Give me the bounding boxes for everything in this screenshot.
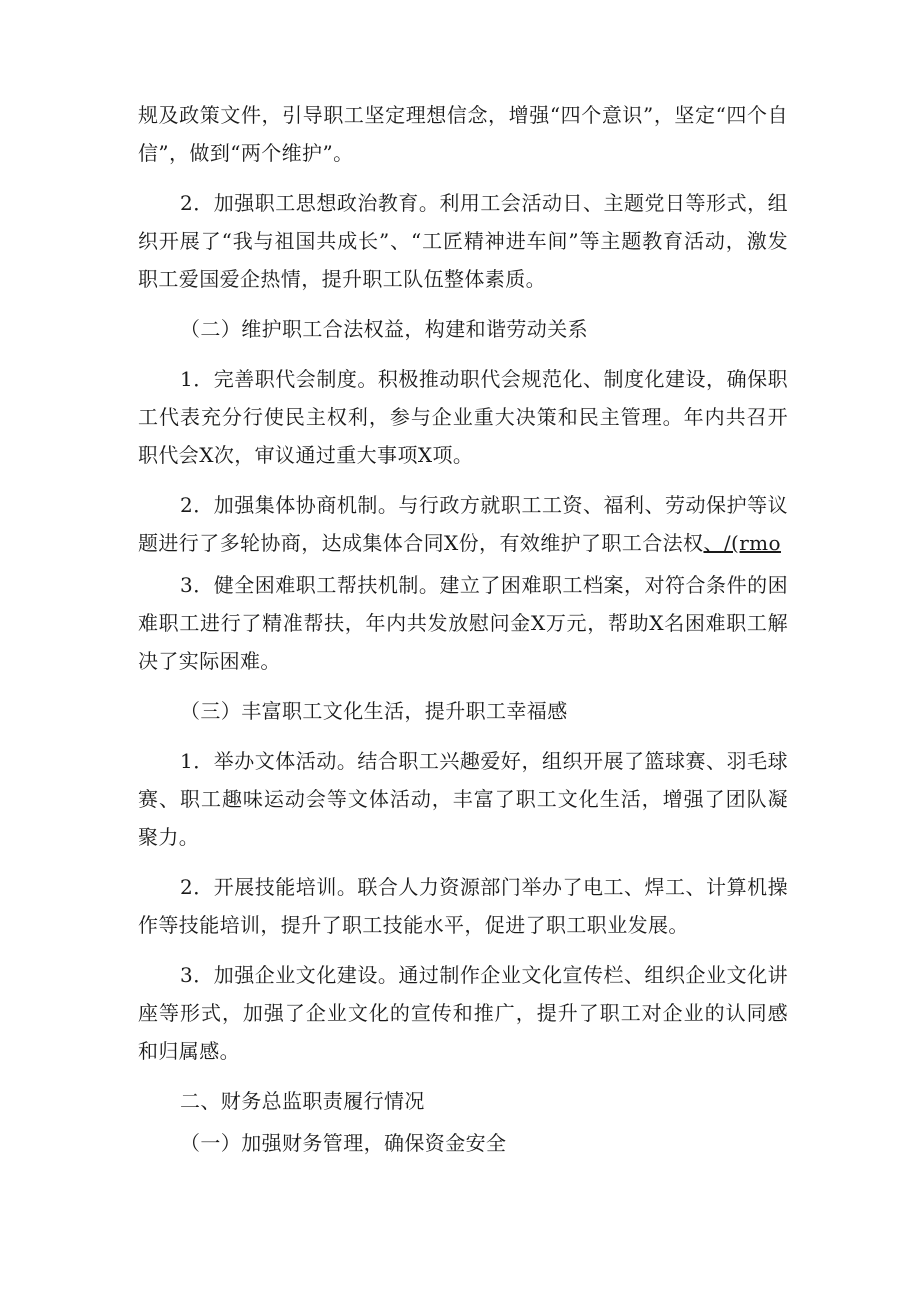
paragraph-collective-bargaining [138, 486, 788, 562]
paragraph-hardship-assistance: 3．健全困难职工帮扶机制。建立了困难职工档案，对符合条件的困难职工进行了精准帮扶，年内共发放慰问金X万元，帮助X名困难职工解决了实际困难。 [138, 573, 788, 673]
paragraph-congress-system: 1．完善职代会制度。积极推动职代会规范化、制度化建设，确保职工代表充分行使民主权利，参与企业重大决策和民主管理。年内共召开职代会X次，审议通过重大事项X项。 [138, 367, 788, 467]
collective-bargaining-underlined-fragment: 、/(rmo [703, 531, 781, 555]
paragraph-political-education: 2．加强职工思想政治教育。利用工会活动日、主题党日等形式，组织开展了“我与祖国共成长”、“工匠精神进车间”等主题教育活动，激发职工爱国爱企热情，提升职工队伍整体素质。 [138, 191, 788, 291]
paragraph-sports-activities: 1．举办文体活动。结合职工兴趣爱好，组织开展了篮球赛、羽毛球赛、职工趣味运动会等文体活动，丰富了职工文化生活，增强了团队凝聚力。 [138, 749, 788, 849]
paragraph-policy-continuation: 规及政策文件，引导职工坚定理想信念，增强“四个意识”，坚定“四个自信”，做到“两个维护”。 [138, 103, 788, 165]
section-heading-finance-director: 二、财务总监职责履行情况 [180, 1089, 425, 1113]
section-heading-culture: （三）丰富职工文化生活，提升职工幸福感 [180, 699, 568, 723]
paragraph-corporate-culture: 3．加强企业文化建设。通过制作企业文化宣传栏、组织企业文化讲座等形式，加强了企业文化的宣传和推广，提升了职工对企业的认同感和归属感。 [138, 963, 788, 1063]
document-body [138, 96, 788, 1162]
section-heading-rights: （二）维护职工合法权益，构建和谐劳动关系 [180, 317, 588, 341]
collective-bargaining-text: 2．加强集体协商机制。与行政方就职工工资、福利、劳动保护等议题进行了多轮协商，达成集体合同X份，有效维护了职工合法权 [138, 493, 788, 555]
section-heading-financial-management: （一）加强财务管理，确保资金安全 [180, 1131, 507, 1155]
paragraph-skills-training: 2．开展技能培训。联合人力资源部门举办了电工、焊工、计算机操作等技能培训，提升了职工技能水平，促进了职工职业发展。 [138, 875, 788, 937]
